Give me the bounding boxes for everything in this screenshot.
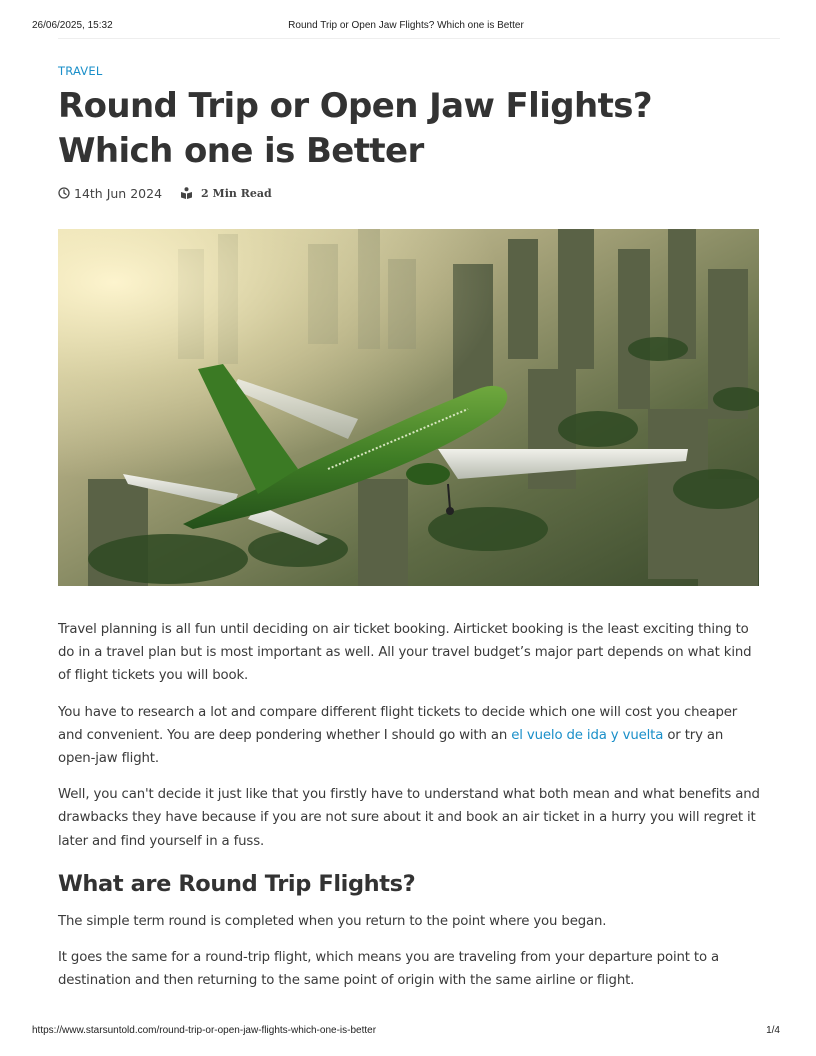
- category-link[interactable]: TRAVEL: [58, 64, 103, 78]
- book-reader-icon: [180, 187, 193, 199]
- print-footer: [32, 1025, 780, 1039]
- paragraph-1: Travel planning is all fun until deciding on air ticket booking. Airticket booking is the least exciting thing to do in a travel plan but is most important as well. All your travel budget’s major part depends on what kind of flight tickets you will book.: [58, 622, 752, 684]
- paragraph-5: It goes the same for a round-trip flight, which means you are traveling from your departure point to a destination and then returning to the same point of origin with the same airline or flight.: [58, 950, 720, 989]
- header-divider: [58, 38, 780, 39]
- section-heading-round-trip: What are Round Trip Flights?: [58, 870, 416, 897]
- paragraph-2-text-after: or try an open-jaw flight.: [58, 727, 724, 767]
- paragraph-3: Well, you can't decide it just like that you firstly have to understand what both mean and what benefits and drawbacks they have because if you are not sure about it and book an air ticket in a hurry you will regret it later and find yourself in a fuss.: [58, 787, 760, 849]
- green-airplane-over-city-image: [58, 229, 759, 586]
- article-meta: [58, 184, 272, 202]
- print-timestamp: 26/06/2025, 15:32: [32, 20, 113, 31]
- article-title: Round Trip or Open Jaw Flights? Which one is Better: [58, 86, 653, 171]
- page-number: 1/4: [766, 1025, 780, 1036]
- paragraph-4: The simple term round is completed when you return to the point where you began.: [58, 913, 607, 929]
- print-document-title: Round Trip or Open Jaw Flights? Which one is Better: [288, 20, 524, 31]
- article-body: [58, 618, 763, 1005]
- paragraph-2: [58, 701, 763, 771]
- read-time: 2 Min Read: [201, 186, 272, 200]
- clock-icon: [58, 187, 70, 199]
- paragraph-2-text-before: You have to research a lot and compare different flight tickets to decide which one will cost you cheaper and convenient. You are deep pondering whether I should go with an: [58, 704, 738, 743]
- print-header: [32, 20, 780, 34]
- print-url: https://www.starsuntold.com/round-trip-or-open-jaw-flights-which-one-is-better: [32, 1025, 377, 1036]
- publish-date: 14th Jun 2024: [74, 185, 163, 201]
- round-trip-link[interactable]: el vuelo de ida y vuelta: [511, 727, 664, 743]
